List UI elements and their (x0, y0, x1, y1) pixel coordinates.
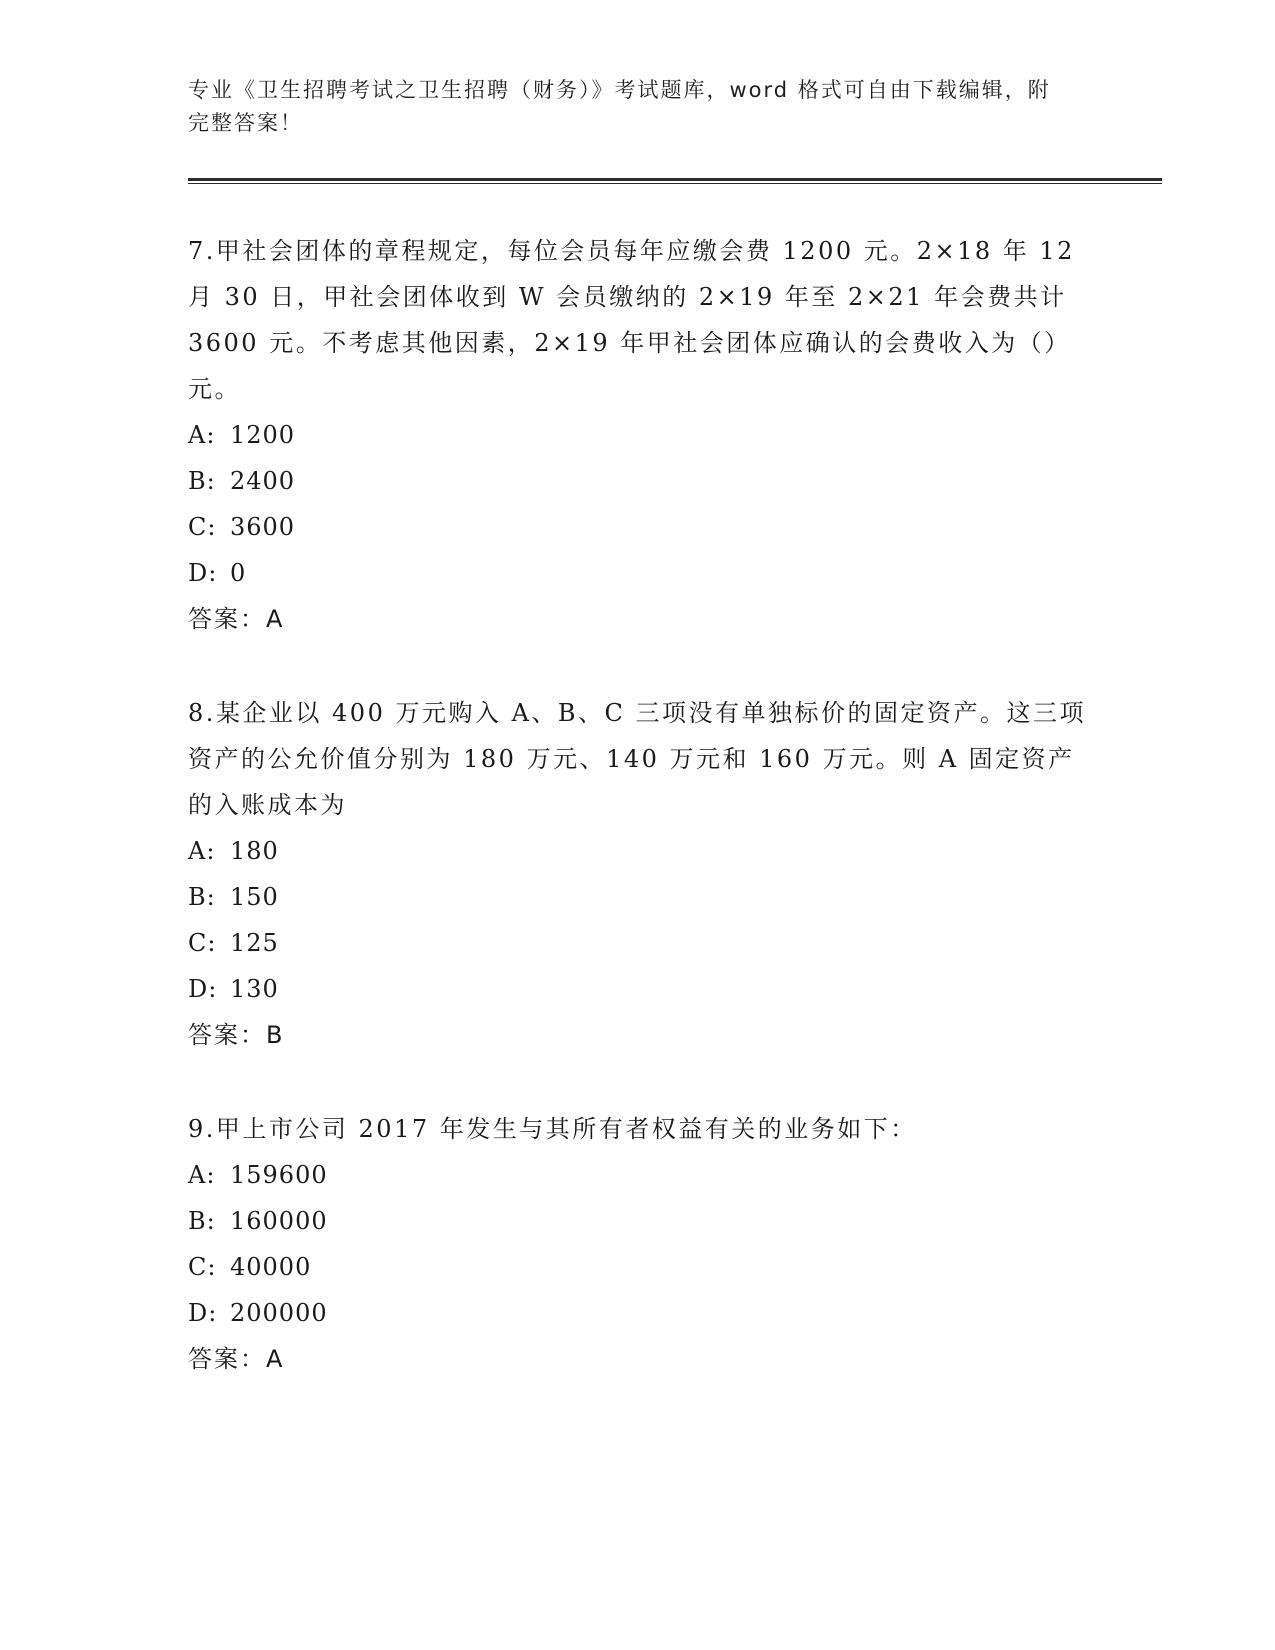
option-key: A: (188, 837, 216, 865)
option-key: D: (188, 975, 218, 1003)
option-d (188, 966, 1088, 1012)
question-9 (188, 1106, 1088, 1382)
answer-line: 答案：B (188, 1021, 285, 1049)
header-divider-thick (188, 178, 1162, 181)
option-b (188, 1198, 1088, 1244)
question-stem: 7.甲社会团体的章程规定，每位会员每年应缴会费 1200 元。2×18 年 12 月 30 日，甲社会团体收到 W 会员缴纳的 2×19 年至 2×21 年会费共计 3600 元。不考虑其他因素，2×19 年甲社会团体应确认的会费收入为（）元。 (188, 237, 1075, 403)
option-d (188, 1290, 1088, 1336)
option-c (188, 504, 1088, 550)
header-divider-thin (188, 183, 1162, 184)
option-value: 160000 (230, 1207, 328, 1235)
option-key: A: (188, 421, 216, 449)
option-key: C: (188, 929, 217, 957)
option-a (188, 828, 1088, 874)
option-c (188, 1244, 1088, 1290)
option-key: B: (188, 1207, 216, 1235)
option-value: 159600 (230, 1161, 328, 1189)
question-8 (188, 690, 1088, 1058)
option-value: 180 (230, 837, 279, 865)
option-b (188, 874, 1088, 920)
question-stem: 8.某企业以 400 万元购入 A、B、C 三项没有单独标价的固定资产。这三项资产的公允价值分别为 180 万元、140 万元和 160 万元。则 A 固定资产的入账成本为 (188, 699, 1087, 819)
option-a (188, 412, 1088, 458)
option-value: 150 (230, 883, 279, 911)
option-key: A: (188, 1161, 216, 1189)
option-key: C: (188, 513, 217, 541)
option-b (188, 458, 1088, 504)
option-value: 125 (230, 929, 279, 957)
option-value: 3600 (230, 513, 296, 541)
option-c (188, 920, 1088, 966)
question-7 (188, 228, 1088, 642)
option-value: 2400 (230, 467, 296, 495)
document-header: 专业《卫生招聘考试之卫生招聘（财务）》考试题库，word 格式可自由下载编辑，附完整答案！ (188, 78, 1051, 135)
option-value: 1200 (230, 421, 296, 449)
question-stem: 9.甲上市公司 2017 年发生与其所有者权益有关的业务如下： (188, 1115, 917, 1143)
option-value: 130 (230, 975, 279, 1003)
option-value: 200000 (230, 1299, 328, 1327)
answer-line: 答案：A (188, 1345, 285, 1373)
option-key: B: (188, 883, 216, 911)
option-d (188, 550, 1088, 596)
option-key: D: (188, 559, 218, 587)
option-key: C: (188, 1253, 217, 1281)
option-value: 40000 (230, 1253, 312, 1281)
option-value: 0 (230, 559, 247, 587)
option-key: D: (188, 1299, 218, 1327)
answer-line: 答案：A (188, 605, 285, 633)
option-a (188, 1152, 1088, 1198)
option-key: B: (188, 467, 216, 495)
